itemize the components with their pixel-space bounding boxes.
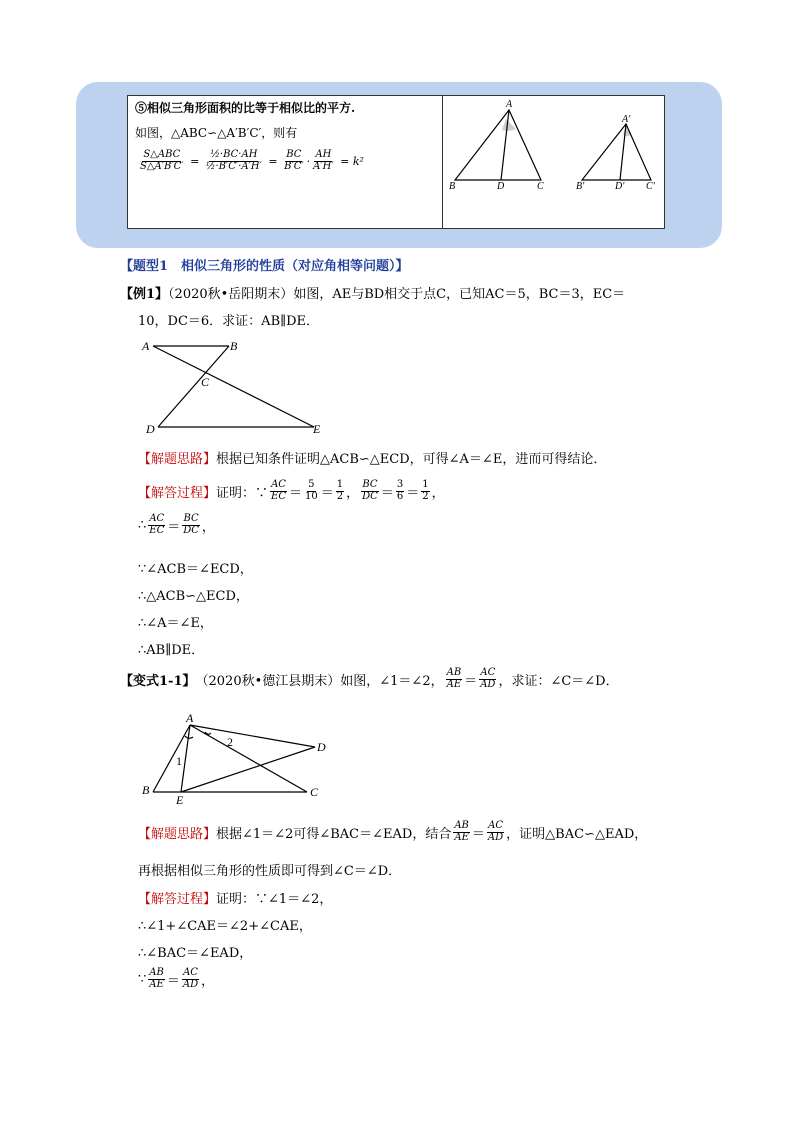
example1-step5: ∴∠A＝∠E，: [138, 616, 213, 631]
fig2-1: 1: [176, 754, 182, 768]
variant1-proc: 【解答过程】证明：∵∠1＝∠2，: [138, 892, 333, 907]
fig2-D: D: [317, 740, 326, 754]
fig2-B: B: [142, 783, 150, 797]
similar-triangles-figure: [443, 96, 663, 227]
label-B1: B′: [576, 181, 585, 192]
fig2-C: C: [310, 785, 319, 799]
variant1-idea2: 再根据相似三角形的性质即可得到∠C＝∠D．: [138, 864, 402, 879]
example1-text1: 如图，AE与BD相交于点C，已知AC＝5，BC＝3，EC＝: [293, 287, 626, 302]
fig2-2: 2: [227, 735, 233, 749]
formula-mid: $\frac{\text{½·BC·AH}}{\text{½·B′C′·A′H′}}$: [205, 149, 262, 172]
variant1-idea: 【解题思路】 根据∠1＝∠2可得∠BAC＝∠EAD，结合 $\frac{AB}{AE}$ ＝ $\frac{AC}{AD}$ ，证明△BAC∽△EAD，: [138, 820, 648, 843]
example1-step3: ∵∠ACB＝∠ECD，: [138, 562, 253, 577]
variant1-step4: ∵ $\frac{AB}{AE}$ ＝ $\frac{AC}{AD}$ ，: [138, 967, 215, 990]
variant1-statement: 【变式1-1】 （2020秋•德江县期末） 如图，∠1＝∠2， $\frac{AB}{AE}$ ＝ $\frac{AC}{AD}$ ，求证：∠C＝∠D．: [120, 667, 619, 690]
fig1-B: B: [230, 339, 238, 353]
example1-proc: 【解答过程】 证明：∵ $\frac{AC}{EC}$ ＝ $\frac{5}{10}$ ＝ $\frac{1}{2}$ ， $\frac{BC}{DC}$ ＝ $\frac{3}{6}$ ＝ $\frac{1}{2}$ ，: [138, 479, 445, 502]
label-C1: C′: [646, 181, 655, 192]
example1-text2: 10，DC＝6．求证：AB∥DE．: [138, 314, 320, 329]
formula-r2: $\frac{AH}{A'H'}$: [313, 149, 334, 172]
summary-intro: 如图，△ABC∽△A′B′C′，则有: [135, 126, 298, 140]
variant1-figure: [135, 710, 340, 810]
label-A: A: [506, 99, 513, 110]
fig1-A: A: [142, 339, 150, 353]
example1-figure: [140, 335, 340, 435]
fig2-E: E: [176, 793, 184, 807]
fig1-C: C: [201, 375, 210, 389]
example1-step4: ∴△ACB∽△ECD，: [138, 589, 249, 604]
formula-result: k²: [352, 154, 364, 168]
variant1-step2: ∴∠1+∠CAE＝∠2+∠CAE，: [138, 919, 312, 934]
topic-heading: 【题型1 相似三角形的性质（对应角相等问题）】: [120, 259, 409, 274]
formula-lhs: $\frac{\text{S△ABC}}{S\triangle A'B'C'}$: [140, 149, 184, 172]
fig2-A: A: [186, 711, 194, 725]
label-C: C: [537, 181, 544, 192]
example1-step2: ∴ $\frac{AC}{EC}$ ＝ $\frac{BC}{DC}$ ，: [138, 513, 215, 536]
example1-tag: 【例1】: [120, 287, 169, 302]
example1-idea: 【解题思路】根据已知条件证明△ACB∽△ECD，可得∠A＝∠E，进而可得结论．: [138, 452, 607, 467]
example1-step6: ∴AB∥DE．: [138, 643, 205, 658]
label-D: D: [497, 181, 505, 192]
summary-title: ⑤相似三角形面积的比等于相似比的平方.: [135, 101, 356, 115]
label-B: B: [449, 181, 456, 192]
formula-r1: $\frac{BC}{B'C'}$: [284, 149, 304, 172]
example1-statement: [120, 283, 625, 302]
area-ratio-formula: $\frac{\text{S△ABC}}{S\triangle A'B'C'}$ = $\frac{\text{½·BC·AH}}{\text{½·B′C′·A′H′}}$ = $\frac{BC}{B'C'}$ · $\frac{AH}{A'H'}$ = k²: [140, 149, 364, 172]
example1-source: （2020秋•岳阳期末）: [168, 287, 294, 302]
fig1-E: E: [313, 422, 321, 435]
fig1-D: D: [146, 422, 155, 435]
variant1-step3: ∴∠BAC＝∠EAD，: [138, 946, 253, 961]
label-D1: D′: [615, 181, 625, 192]
label-A1: A′: [622, 114, 631, 125]
